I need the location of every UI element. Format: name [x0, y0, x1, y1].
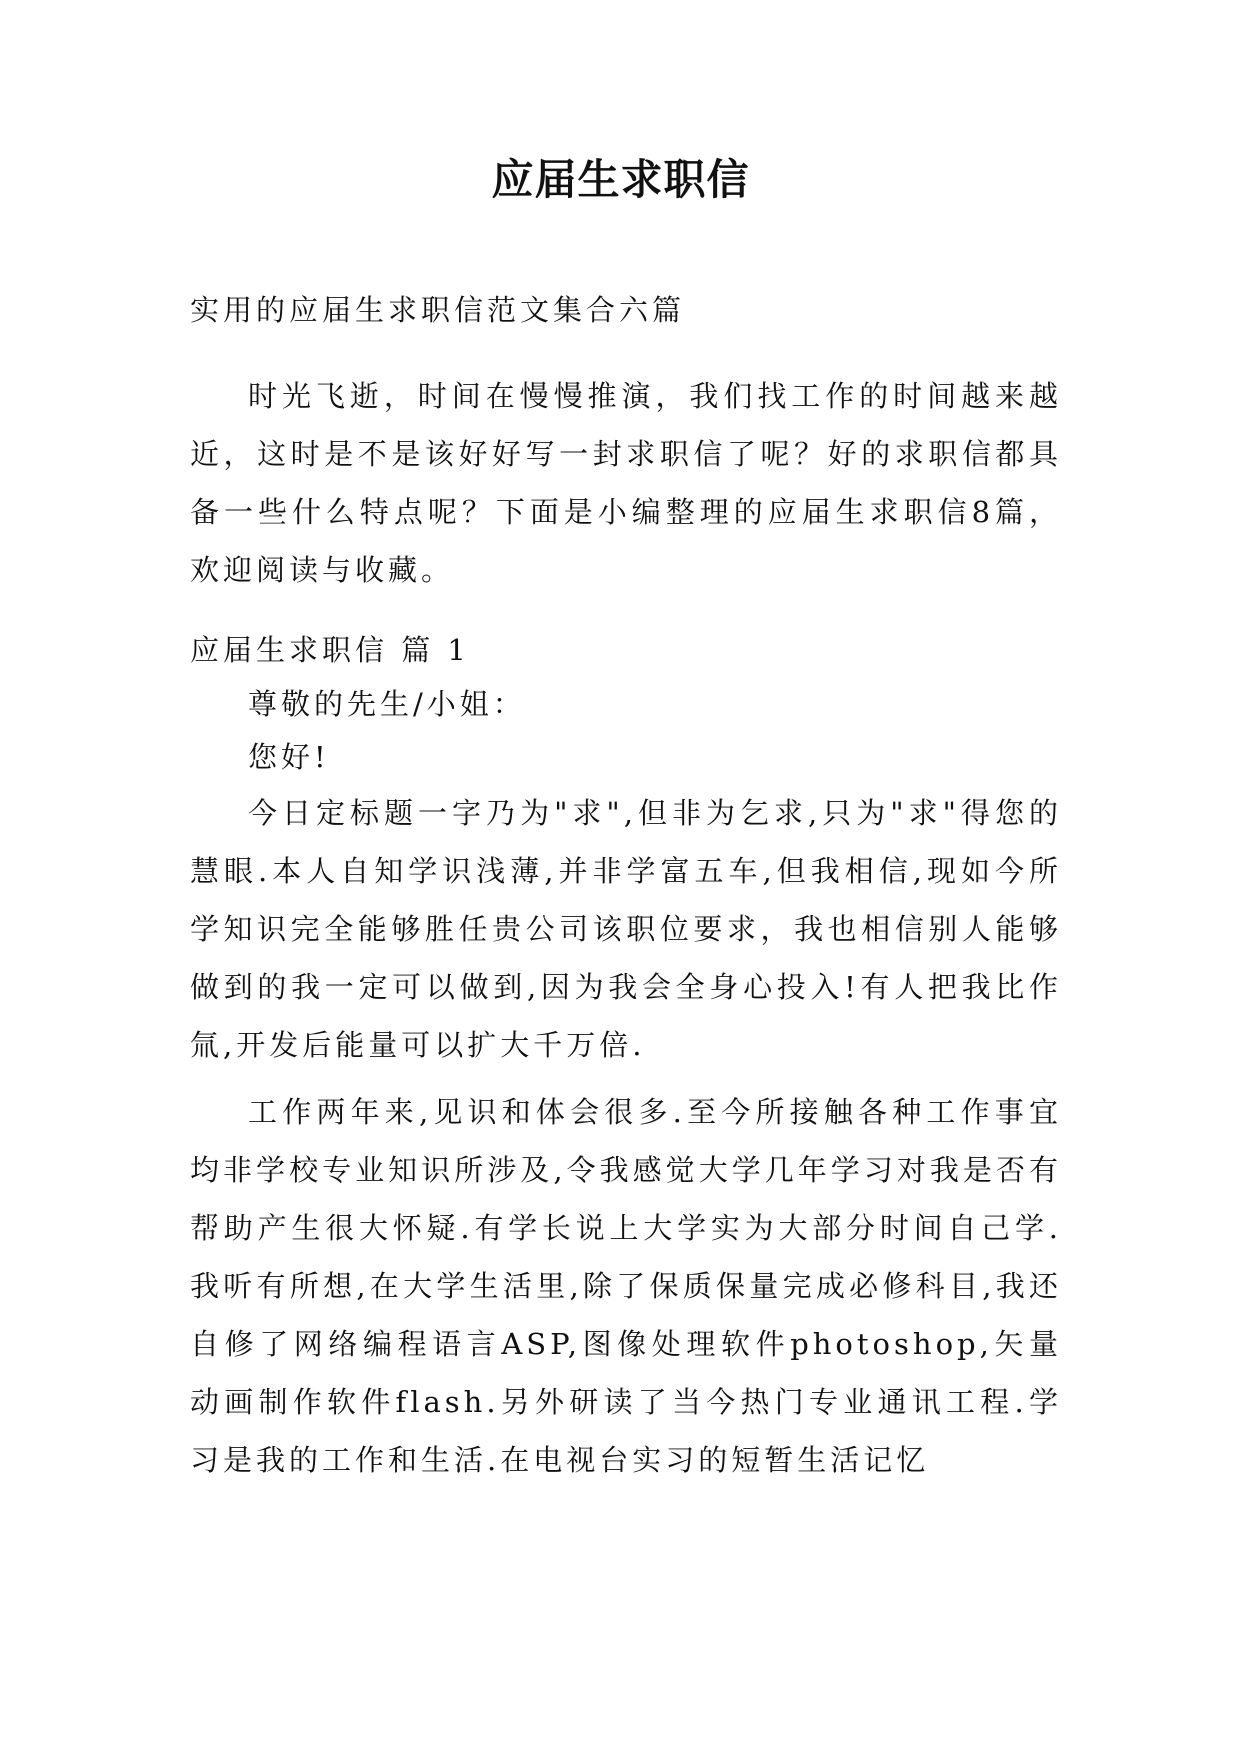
document-subtitle: 实用的应届生求职信范文集合六篇	[190, 293, 686, 327]
intro-paragraph: 时光飞逝，时间在慢慢推演，我们找工作的时间越来越近，这时是不是该好好写一封求职信了呢？好的求职信都具备一些什么特点呢？下面是小编整理的应届生求职信8篇，欢迎阅读与收藏。	[190, 379, 1062, 587]
section-heading: 应届生求职信 篇 1	[190, 633, 470, 667]
salutation: 尊敬的先生/小姐：	[248, 687, 526, 721]
greeting: 您好!	[248, 740, 330, 774]
document-title: 应届生求职信	[491, 155, 750, 204]
body-paragraph-2: 工作两年来,见识和体会很多.至今所接触各种工作事宜均非学校专业知识所涉及,令我感觉大学几年学习对我是否有帮助产生很大怀疑.有学长说上大学实为大部分时间自己学.我听有所想,在大学生活里,除了保质保量完成必修科目,我还自修了网络编程语言ASP,图像处理软件photoshop,矢量动画制作软件flash.另外研读了当今热门专业通讯工程.学习是我的工作和生活.在电视台实习的短暂生活记忆	[190, 1095, 1062, 1477]
body-paragraph-1: 今日定标题一字乃为"求",但非为乞求,只为"求"得您的慧眼.本人自知学识浅薄,并非学富五车,但我相信,现如今所学知识完全能够胜任贵公司该职位要求，我也相信别人能够做到的我一定可以做到,因为我会全身心投入!有人把我比作氚,开发后能量可以扩大千万倍.	[190, 796, 1062, 1062]
